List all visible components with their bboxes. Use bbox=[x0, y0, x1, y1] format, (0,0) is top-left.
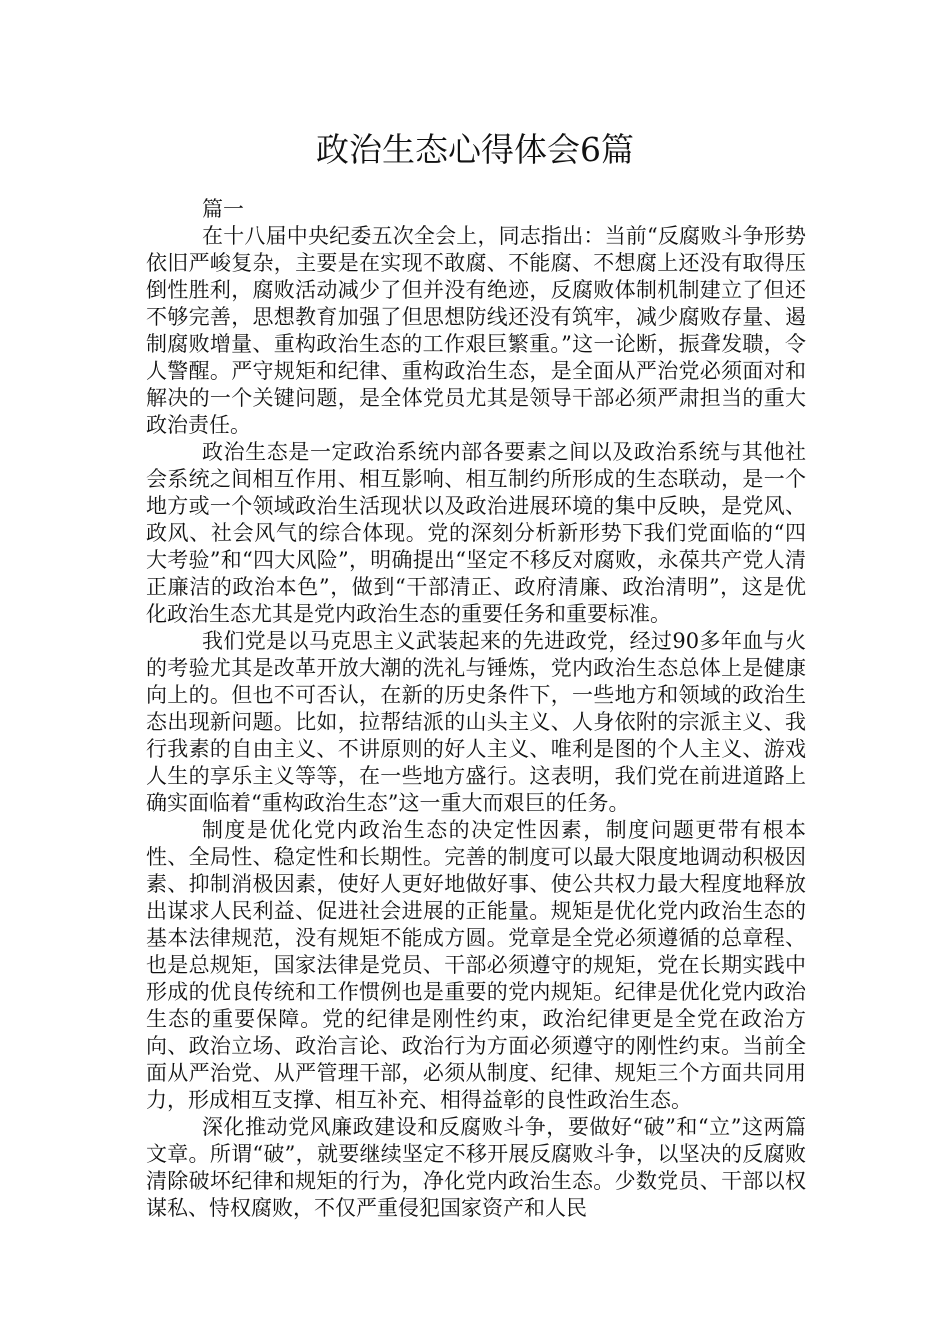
document-body bbox=[146, 196, 806, 1222]
paragraph-3: 我们党是以马克思主义武装起来的先进政党，经过90多年血与火的考验尤其是改革开放大潮的洗礼与锤炼，党内政治生态总体上是健康向上的。但也不可否认，在新的历史条件下，一些地方和领域的政治生态出现新问题。比如，拉帮结派的山头主义、人身依附的宗派主义、我行我素的自由主义、不讲原则的好人主义、唯利是图的个人主义、游戏人生的享乐主义等等，在一些地方盛行。这表明，我们党在前进道路上确实面临着“重构政治生态”这一重大而艰巨的任务。 bbox=[146, 629, 806, 815]
paragraph-2: 政治生态是一定政治系统内部各要素之间以及政治系统与其他社会系统之间相互作用、相互影响、相互制约所形成的生态联动，是一个地方或一个领域政治生活现状以及政治进展环境的集中反映，是党风、政风、社会风气的综合体现。党的深刻分析新形势下我们党面临的“四大考验”和“四大风险”，明确提出“坚定不移反对腐败，永葆共产党人清正廉洁的政治本色”，做到“干部清正、政府清廉、政治清明”，这是优化政治生态尤其是党内政治生态的重要任务和重要标准。 bbox=[146, 440, 806, 626]
document-title: 政治生态心得体会6篇 bbox=[316, 130, 634, 169]
paragraph-5: 深化推动党风廉政建设和反腐败斗争，要做好“破”和“立”这两篇文章。所谓“破”，就要继续坚定不移开展反腐败斗争，以坚决的反腐败清除破坏纪律和规矩的行为，净化党内政治生态。少数党员、干部以权谋私、恃权腐败，不仅严重侵犯国家资产和人民 bbox=[146, 1115, 806, 1220]
paragraph-1: 在十八届中央纪委五次全会上，同志指出：当前“反腐败斗争形势依旧严峻复杂，主要是在实现不敢腐、不能腐、不想腐上还没有取得压倒性胜利，腐败活动减少了但并没有绝迹，反腐败体制机制建立了但还不够完善，思想教育加强了但思想防线还没有筑牢，减少腐败存量、遏制腐败增量、重构政治生态的工作艰巨繁重。”这一论断，振聋发聩，令人警醒。严守规矩和纪律、重构政治生态，是全面从严治党必须面对和解决的一个关键问题，是全体党员尤其是领导干部必须严肃担当的重大政治责任。 bbox=[146, 224, 806, 437]
paragraph-4: 制度是优化党内政治生态的决定性因素，制度问题更带有根本性、全局性、稳定性和长期性。完善的制度可以最大限度地调动积极因素、抑制消极因素，使好人更好地做好事、使公共权力最大程度地释放出谋求人民利益、促进社会进展的正能量。规矩是优化党内政治生态的基本法律规范，没有规矩不能成方圆。党章是全党必须遵循的总章程、也是总规矩，国家法律是党员、干部必须遵守的规矩，党在长期实践中形成的优良传统和工作惯例也是重要的党内规矩。纪律是优化党内政治生态的重要保障。党的纪律是刚性约束，政治纪律更是全党在政治方向、政治立场、政治言论、政治行为方面必须遵守的刚性约束。当前全面从严治党、从严管理干部，必须从制度、纪律、规矩三个方面共同用力，形成相互支撑、相互补充、相得益彰的良性政治生态。 bbox=[146, 818, 806, 1112]
section-label: 篇一 bbox=[202, 197, 244, 221]
